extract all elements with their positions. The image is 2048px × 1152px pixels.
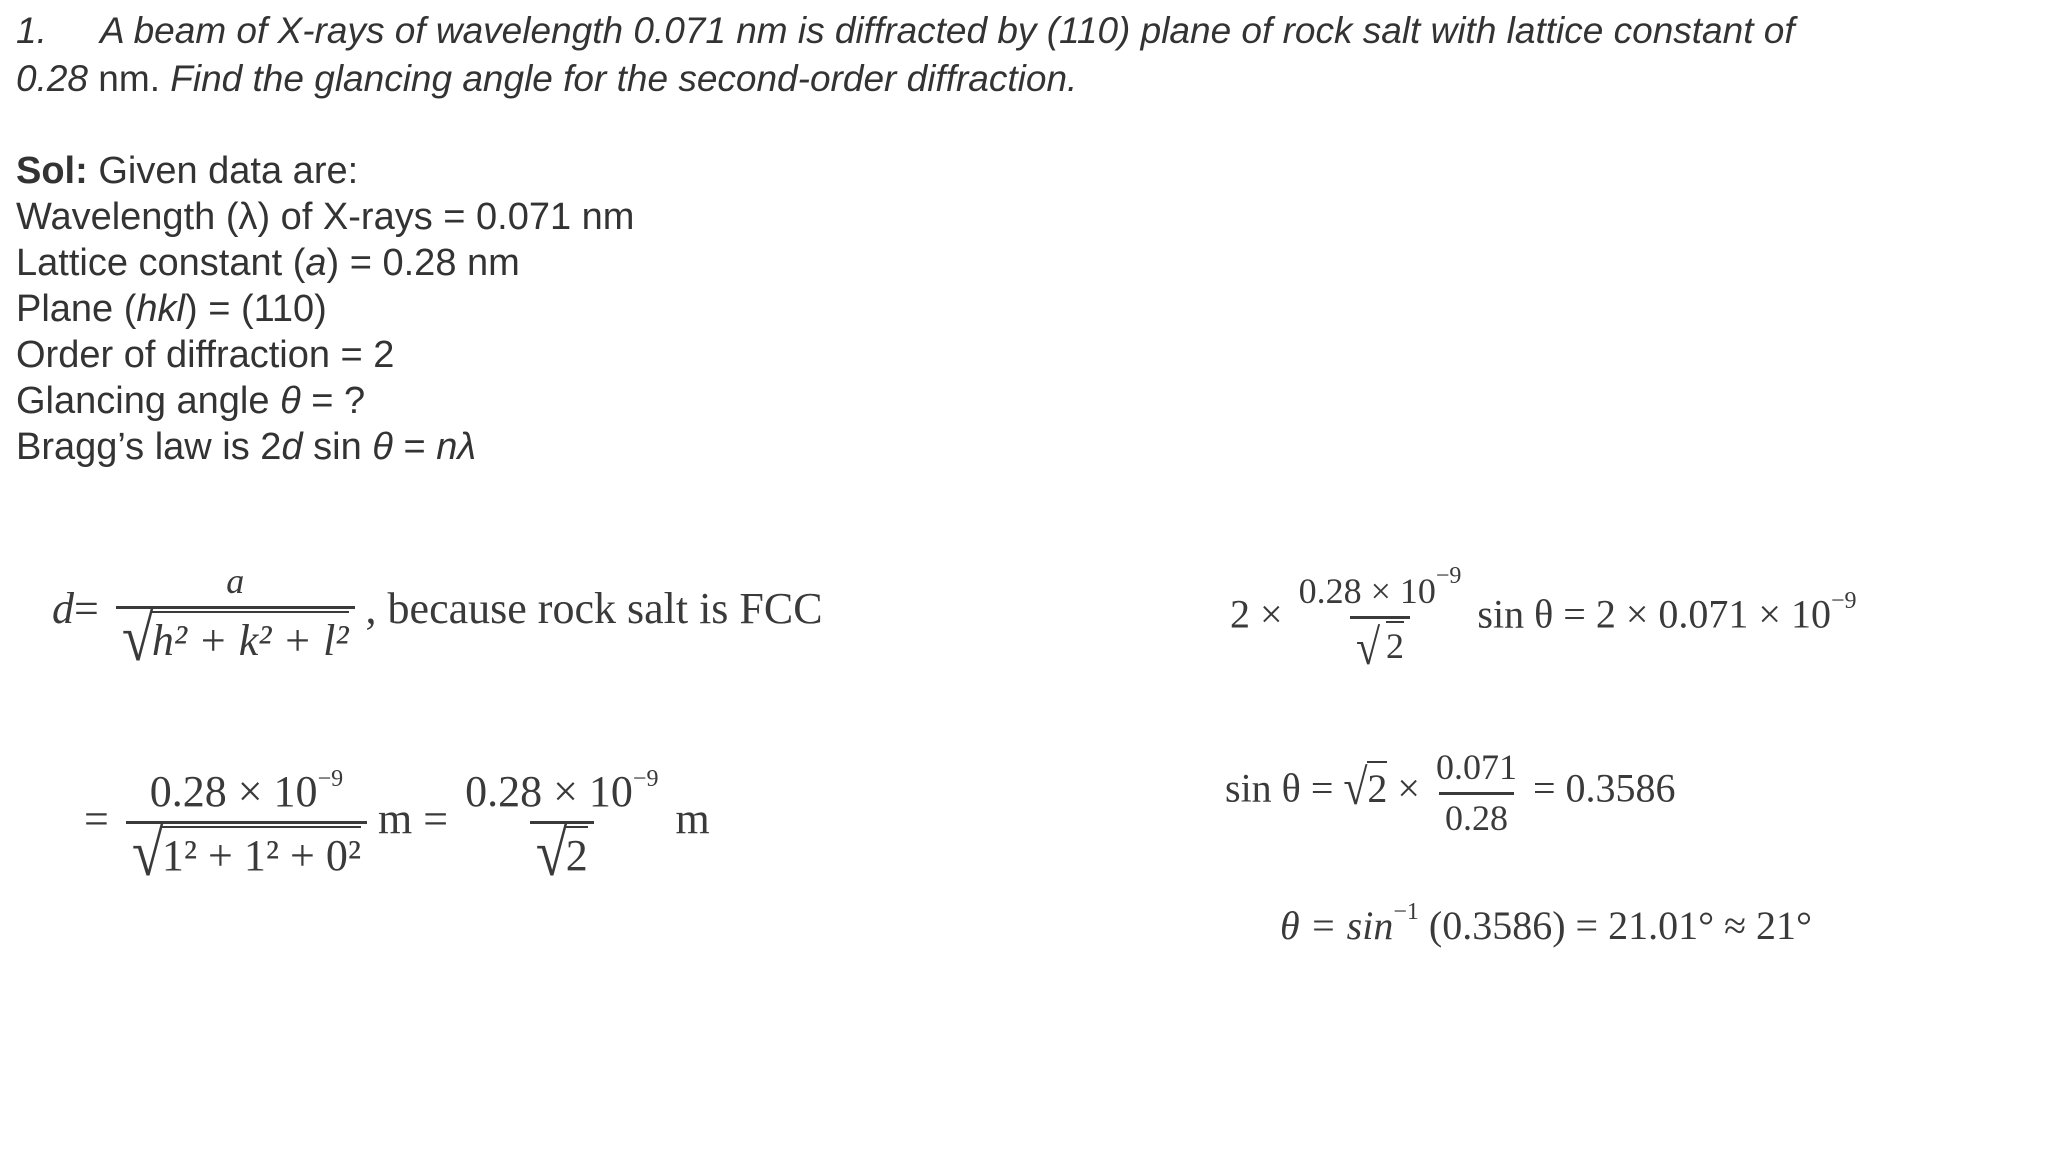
given-wavelength: Wavelength (λ) of X-rays = 0.071 nm xyxy=(16,196,635,238)
solution-intro: Given data are: xyxy=(87,150,359,192)
sin-theta-calc: sin θ = √ 2 × $\frac{0.071}{0.28}$ = 0.3586 xyxy=(1225,747,1676,838)
given-angle: Glancing angle θ = ? xyxy=(16,380,366,422)
given-lattice: Lattice constant (a) = 0.28 nm xyxy=(16,242,520,284)
given-order: Order of diffraction = 2 xyxy=(16,334,395,376)
d-spacing-formula: d= a √ h² + k² + l² , because rock salt is FCC xyxy=(52,561,823,675)
fcc-note: , because rock salt is FCC xyxy=(365,584,823,634)
question-unit: nm. xyxy=(88,58,171,99)
given-plane: Plane (hkl) = (110) xyxy=(16,288,327,330)
question-value: 0.28 xyxy=(16,58,89,99)
theta-result: $\theta = \sin^{-1} (0.3586) = 21.01^\circ \approx 21^\circ$ xyxy=(1280,899,1813,948)
solution-header xyxy=(16,148,358,194)
solution-label: Sol: xyxy=(16,150,88,192)
formula-numerator: a xyxy=(226,561,245,601)
question-task: Find the glancing angle for the second-order diffraction. xyxy=(170,58,1078,99)
question-number: 1. xyxy=(16,10,47,51)
formula-denominator: h² + k² + l² xyxy=(152,611,349,666)
bragg-law: Bragg’s law is 2d sin θ = nλ xyxy=(16,426,477,468)
question-line-1: A beam of X-rays of wavelength 0.071 nm is diffracted by (110) plane of rock salt with lattice constant of xyxy=(100,10,1795,51)
question-line-2 xyxy=(16,56,1077,102)
d-spacing-substitution: = $0.28 \times 10^{-9}$ √ 1² + 1² + 0² m = $0.28 \times 10^{-9}$ √ 2 m xyxy=(84,766,710,890)
bragg-substitution: 2 × $0.28 \times 10^{-9}$ √ 2 $\sin \theta = 2 \times 0.071 \times 10^{-9}$ xyxy=(1230,563,1857,676)
